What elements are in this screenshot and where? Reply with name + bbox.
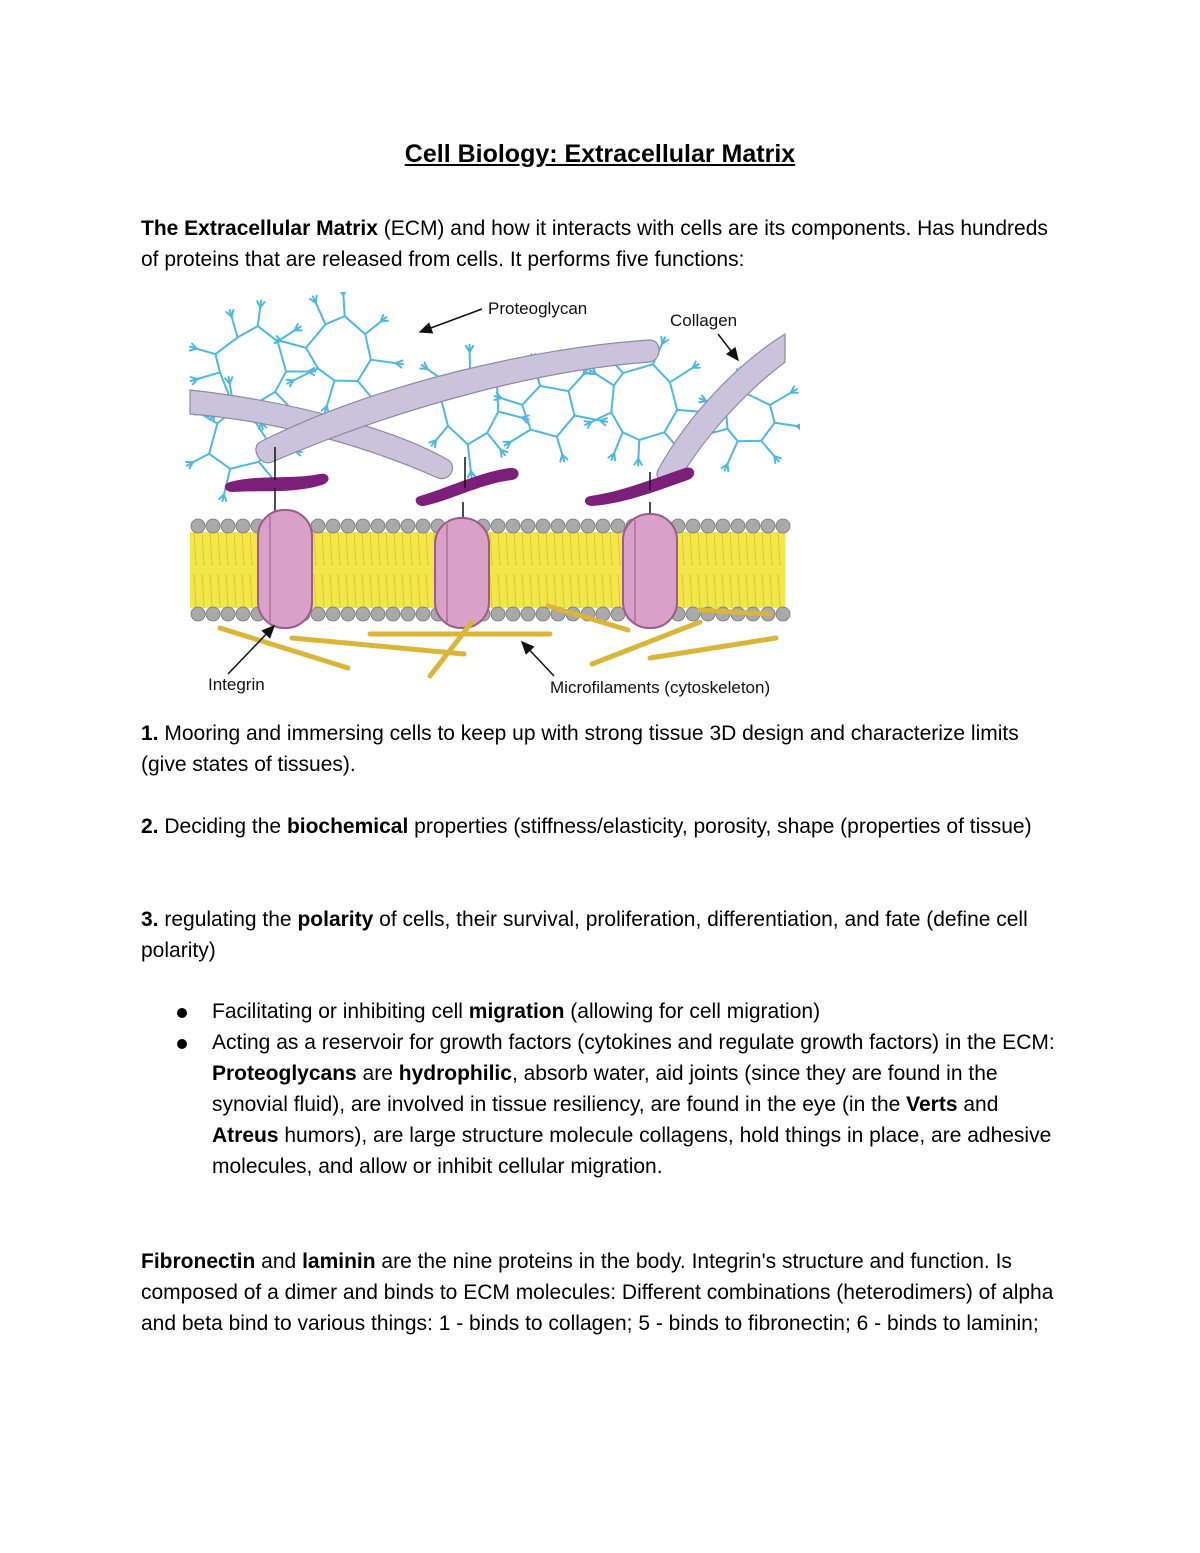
page-title: Cell Biology: Extracellular Matrix — [404, 140, 796, 168]
ecm-protein-1 — [225, 474, 329, 492]
list-item-2 — [141, 811, 1061, 842]
lipid-head-top — [776, 519, 790, 533]
lipid-head-top — [221, 519, 235, 533]
bullet-bold-term: Verts — [906, 1093, 958, 1116]
proteoglycan-fork — [287, 380, 294, 381]
bullet-dot-icon — [177, 1039, 187, 1049]
proteoglycan-fork — [230, 377, 233, 384]
proteoglycan-branch — [596, 374, 614, 386]
intro-bold-term: The Extracellular Matrix — [141, 217, 378, 240]
proteoglycan-fork — [191, 377, 198, 379]
proteoglycan-branch — [371, 360, 396, 364]
bullet-dot-icon — [177, 1008, 187, 1018]
bullet-text: humors), are large structure molecule collagens, hold things in place, are adhesive molecules, and allow or inhibit cellular migration. — [212, 1124, 1052, 1178]
proteoglycan-branch — [193, 454, 209, 463]
arrow-proteoglycan — [420, 309, 482, 332]
lipid-head-bottom — [311, 607, 325, 621]
lipid-head-bottom — [536, 607, 550, 621]
lipid-head-bottom — [776, 607, 790, 621]
proteoglycan-branch — [775, 423, 797, 426]
lipid-head-top — [236, 519, 250, 533]
proteoglycan-branch — [511, 430, 531, 442]
proteoglycan-fork — [232, 310, 234, 317]
intro-paragraph — [141, 213, 1061, 275]
item-text: Mooring and immersing cells to keep up with strong tissue 3D design and characterize limits (give states of tissues). — [141, 722, 1019, 776]
proteoglycan-branch — [281, 341, 306, 348]
lipid-head-bottom — [506, 607, 520, 621]
ecm-diagram — [180, 292, 800, 704]
proteoglycan-branch — [327, 381, 335, 406]
arrow-collagen — [718, 334, 738, 360]
lipid-head-bottom — [416, 607, 430, 621]
lipid-head-bottom — [521, 607, 535, 621]
bullet-item-1 — [141, 996, 1061, 1027]
ecm-diagram-svg — [180, 292, 800, 704]
list-item-3 — [141, 904, 1061, 966]
list-item-1 — [141, 718, 1061, 780]
lipid-head-top — [536, 519, 550, 533]
closing-paragraph — [141, 1246, 1061, 1339]
proteoglycan-fork — [585, 421, 592, 422]
lipid-head-top — [191, 519, 205, 533]
item-number: 3. — [141, 908, 159, 931]
label-microfilaments: Microfilaments (cytoskeleton) — [550, 678, 771, 697]
label-proteoglycan: Proteoglycan — [488, 299, 588, 318]
bullet-text: (allowing for cell migration) — [564, 1000, 821, 1023]
proteoglycan-branch — [761, 441, 774, 456]
proteoglycan-branch — [343, 295, 344, 316]
proteoglycan-fork — [316, 296, 317, 303]
proteoglycan-branch — [198, 372, 221, 379]
lipid-head-top — [731, 519, 745, 533]
lipid-head-top — [761, 519, 775, 533]
bullet-bold-term: Atreus — [212, 1124, 279, 1147]
label-integrin: Integrin — [208, 675, 265, 694]
proteoglycan-branch — [487, 433, 501, 450]
proteoglycan-fork — [343, 292, 346, 295]
lipid-head-top — [356, 519, 370, 533]
lipid-head-top — [596, 519, 610, 533]
integrin-3 — [623, 514, 677, 628]
lipid-head-bottom — [371, 607, 385, 621]
lipid-head-top — [746, 519, 760, 533]
lipid-head-top — [491, 519, 505, 533]
lipid-head-bottom — [236, 607, 250, 621]
item-number: 2. — [141, 815, 159, 838]
proteoglycan-branch — [770, 393, 791, 405]
ecm-protein-3 — [585, 467, 694, 506]
proteoglycan-fork — [774, 456, 775, 463]
bullet-text: Facilitating or inhibiting cell — [212, 1000, 469, 1023]
proteoglycan-branch — [316, 303, 326, 325]
lipid-head-top — [206, 519, 220, 533]
arrow-microfilaments — [522, 642, 554, 676]
bullet-list — [141, 996, 1061, 1182]
lipid-head-top — [371, 519, 385, 533]
proteoglycan-fork — [468, 471, 471, 477]
proteoglycan-branch — [557, 437, 562, 455]
intro-text: (ECM) and how it interacts with cells are its components. Has hundreds of proteins that are released from cells. It performs five functions: — [141, 217, 1048, 271]
lipid-head-top — [701, 519, 715, 533]
item-text: Deciding the — [158, 815, 287, 838]
bullet-text: are — [356, 1062, 399, 1085]
lipid-head-bottom — [356, 607, 370, 621]
proteoglycan-fork — [381, 321, 388, 322]
proteoglycan-branch — [358, 381, 371, 397]
proteoglycan-fork — [560, 455, 562, 462]
closing-text: and — [255, 1250, 303, 1273]
lipid-head-top — [566, 519, 580, 533]
integrin-2 — [435, 518, 489, 628]
bullet-bold-term: hydrophilic — [398, 1062, 512, 1085]
lipid-head-bottom — [401, 607, 415, 621]
lipid-head-bottom — [221, 607, 235, 621]
closing-bold-term: Fibronectin — [141, 1250, 256, 1273]
closing-text: are the nine proteins in the body. Integrin's structure and function. Is composed of a dimer and binds to ECM molecules: Different combinations (heterodimers) of alpha and beta bind to various things: 1 - binds to collagen; 5 - binds to fibronectin; 6 - binds to laminin; — [141, 1250, 1054, 1335]
lipid-head-top — [416, 519, 430, 533]
bullet-bold-term: Proteoglycans — [212, 1062, 357, 1085]
proteoglycan-branch — [258, 308, 260, 327]
lipid-head-top — [521, 519, 535, 533]
proteoglycan-fork — [501, 450, 502, 457]
lipid-head-bottom — [341, 607, 355, 621]
lipid-head-top — [311, 519, 325, 533]
proteoglycan-branch — [638, 440, 639, 459]
microfilament-7 — [650, 638, 776, 658]
bullet-bold-term: migration — [468, 1000, 565, 1023]
lipid-head-top — [611, 519, 625, 533]
proteoglycan-branch — [614, 432, 623, 453]
lipid-head-top — [401, 519, 415, 533]
lipid-head-top — [686, 519, 700, 533]
lipid-head-top — [326, 519, 340, 533]
proteoglycan-branch — [569, 374, 584, 391]
lipid-head-bottom — [191, 607, 205, 621]
item-text: regulating the — [158, 908, 298, 931]
item-text: properties (stiffness/elasticity, porosity, shape (properties of tissue) — [408, 815, 1032, 838]
label-collagen: Collagen — [670, 311, 738, 330]
bullet-text: Acting as a reservoir for growth factors (cytokines and regulate growth factors) in the ECM: — [212, 1031, 1055, 1054]
bullet-item-2 — [141, 1027, 1061, 1182]
collagen-fibers — [190, 334, 785, 483]
lipid-head-top — [581, 519, 595, 533]
proteoglycan-branch — [232, 317, 238, 338]
bullet-text: , absorb water, aid joints (since they are found in the synovial fluid), are involved in tissue resiliency, are found in the eye (in the — [212, 1062, 998, 1116]
proteoglycan-branch — [197, 349, 216, 355]
lipid-head-top — [506, 519, 520, 533]
proteoglycan-branch — [468, 444, 471, 471]
proteoglycan-branch — [365, 322, 381, 335]
item-bold-term: biochemical — [286, 815, 409, 838]
bullet-text: and — [957, 1093, 999, 1116]
lipid-head-top — [716, 519, 730, 533]
integrin-1 — [258, 510, 312, 628]
collagen-fiber-2 — [256, 340, 659, 463]
closing-bold-term: laminin — [302, 1250, 376, 1273]
item-number: 1. — [141, 722, 159, 745]
lipid-head-top — [551, 519, 565, 533]
proteoglycan-branch — [677, 410, 698, 412]
lipid-head-top — [341, 519, 355, 533]
proteoglycan-branch — [727, 441, 737, 464]
lipid-head-bottom — [491, 607, 505, 621]
lipid-head-bottom — [326, 607, 340, 621]
lipid-head-top — [386, 519, 400, 533]
proteoglycan-branch — [501, 398, 522, 405]
proteoglycan-core — [611, 364, 677, 440]
lipid-head-bottom — [206, 607, 220, 621]
item-text: of cells, their survival, proliferation, differentiation, and fate (define cell polarity) — [141, 908, 1028, 962]
microfilament-2 — [292, 638, 464, 654]
proteoglycan-branch — [670, 368, 693, 383]
proteoglycan-branch — [436, 426, 448, 440]
proteoglycan-branch — [498, 412, 522, 418]
item-bold-term: polarity — [297, 908, 374, 931]
lipid-head-bottom — [386, 607, 400, 621]
